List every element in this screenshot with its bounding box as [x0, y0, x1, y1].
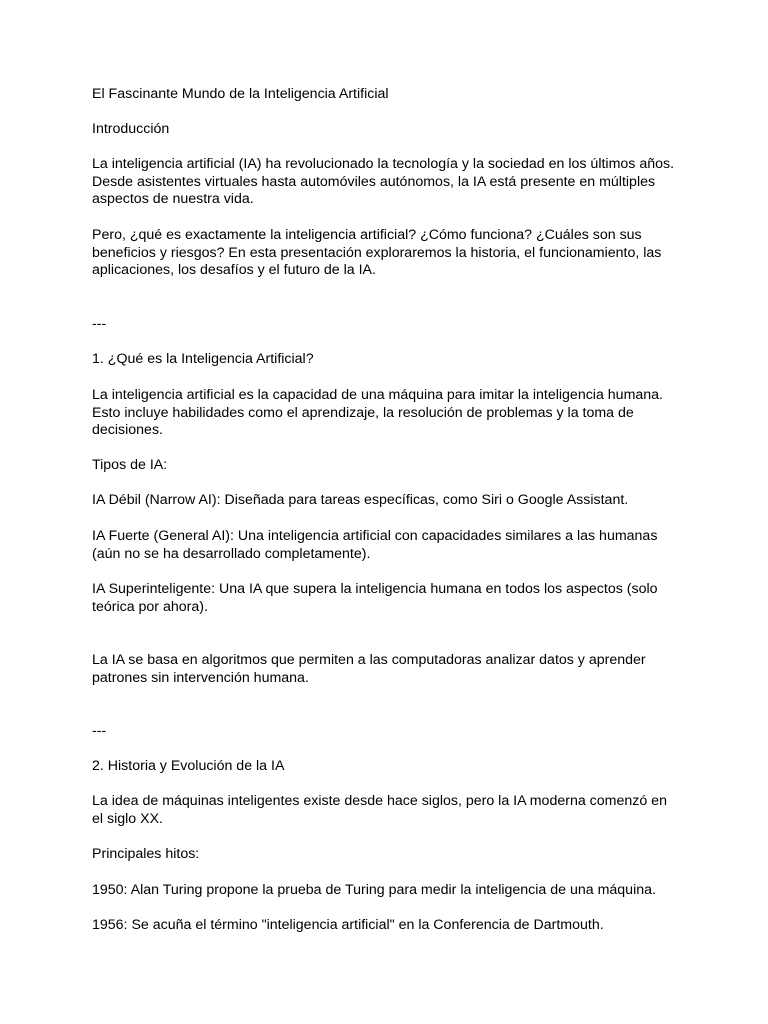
milestone-1950: 1950: Alan Turing propone la prueba de Turing para medir la inteligencia de una máquina. — [92, 882, 656, 898]
separator: --- — [92, 316, 107, 332]
section-2-paragraph-1: La idea de máquinas inteligentes existe desde hace siglos, pero la IA moderna comenzó en el siglo XX. — [92, 793, 667, 827]
intro-paragraph-2: Pero, ¿qué es exactamente la inteligencia artificial? ¿Cómo funciona? ¿Cuáles son sus beneficios y riesgos? En esta presentación exploraremos la historia, el funcionamiento, las aplicaciones, los desafíos y el futuro de la IA. — [92, 227, 662, 279]
section-1-paragraph-1: La inteligencia artificial es la capacidad de una máquina para imitar la inteligencia humana. Esto incluye habilidades como el aprendizaje, la resolución de problemas y la toma de decisiones. — [92, 387, 663, 439]
separator: --- — [92, 723, 107, 739]
type-weak-ai: IA Débil (Narrow AI): Diseñada para tareas específicas, como Siri o Google Assistant. — [92, 492, 629, 508]
section-1-paragraph-2: La IA se basa en algoritmos que permiten a las computadoras analizar datos y aprender patrones sin intervención humana. — [92, 652, 646, 686]
type-strong-ai: IA Fuerte (General AI): Una inteligencia artificial con capacidades similares a las humanas (aún no se ha desarrollado completamente). — [92, 528, 658, 562]
document-title: El Fascinante Mundo de la Inteligencia Artificial — [92, 86, 389, 102]
types-heading: Tipos de IA: — [92, 457, 168, 473]
milestone-1956: 1956: Se acuña el término "inteligencia artificial" en la Conferencia de Dartmouth. — [92, 917, 604, 933]
type-super-ai: IA Superinteligente: Una IA que supera la inteligencia humana en todos los aspectos (solo teórica por ahora). — [92, 581, 658, 615]
intro-paragraph-1: La inteligencia artificial (IA) ha revolucionado la tecnología y la sociedad en los últimos años. Desde asistentes virtuales hasta automóviles autónomos, la IA está presente en múltiples aspectos de nuestra vida. — [92, 156, 675, 208]
intro-heading: Introducción — [92, 121, 170, 137]
section-1-heading: 1. ¿Qué es la Inteligencia Artificial? — [92, 351, 314, 367]
section-2-heading: 2. Historia y Evolución de la IA — [92, 758, 285, 774]
milestones-heading: Principales hitos: — [92, 846, 200, 862]
